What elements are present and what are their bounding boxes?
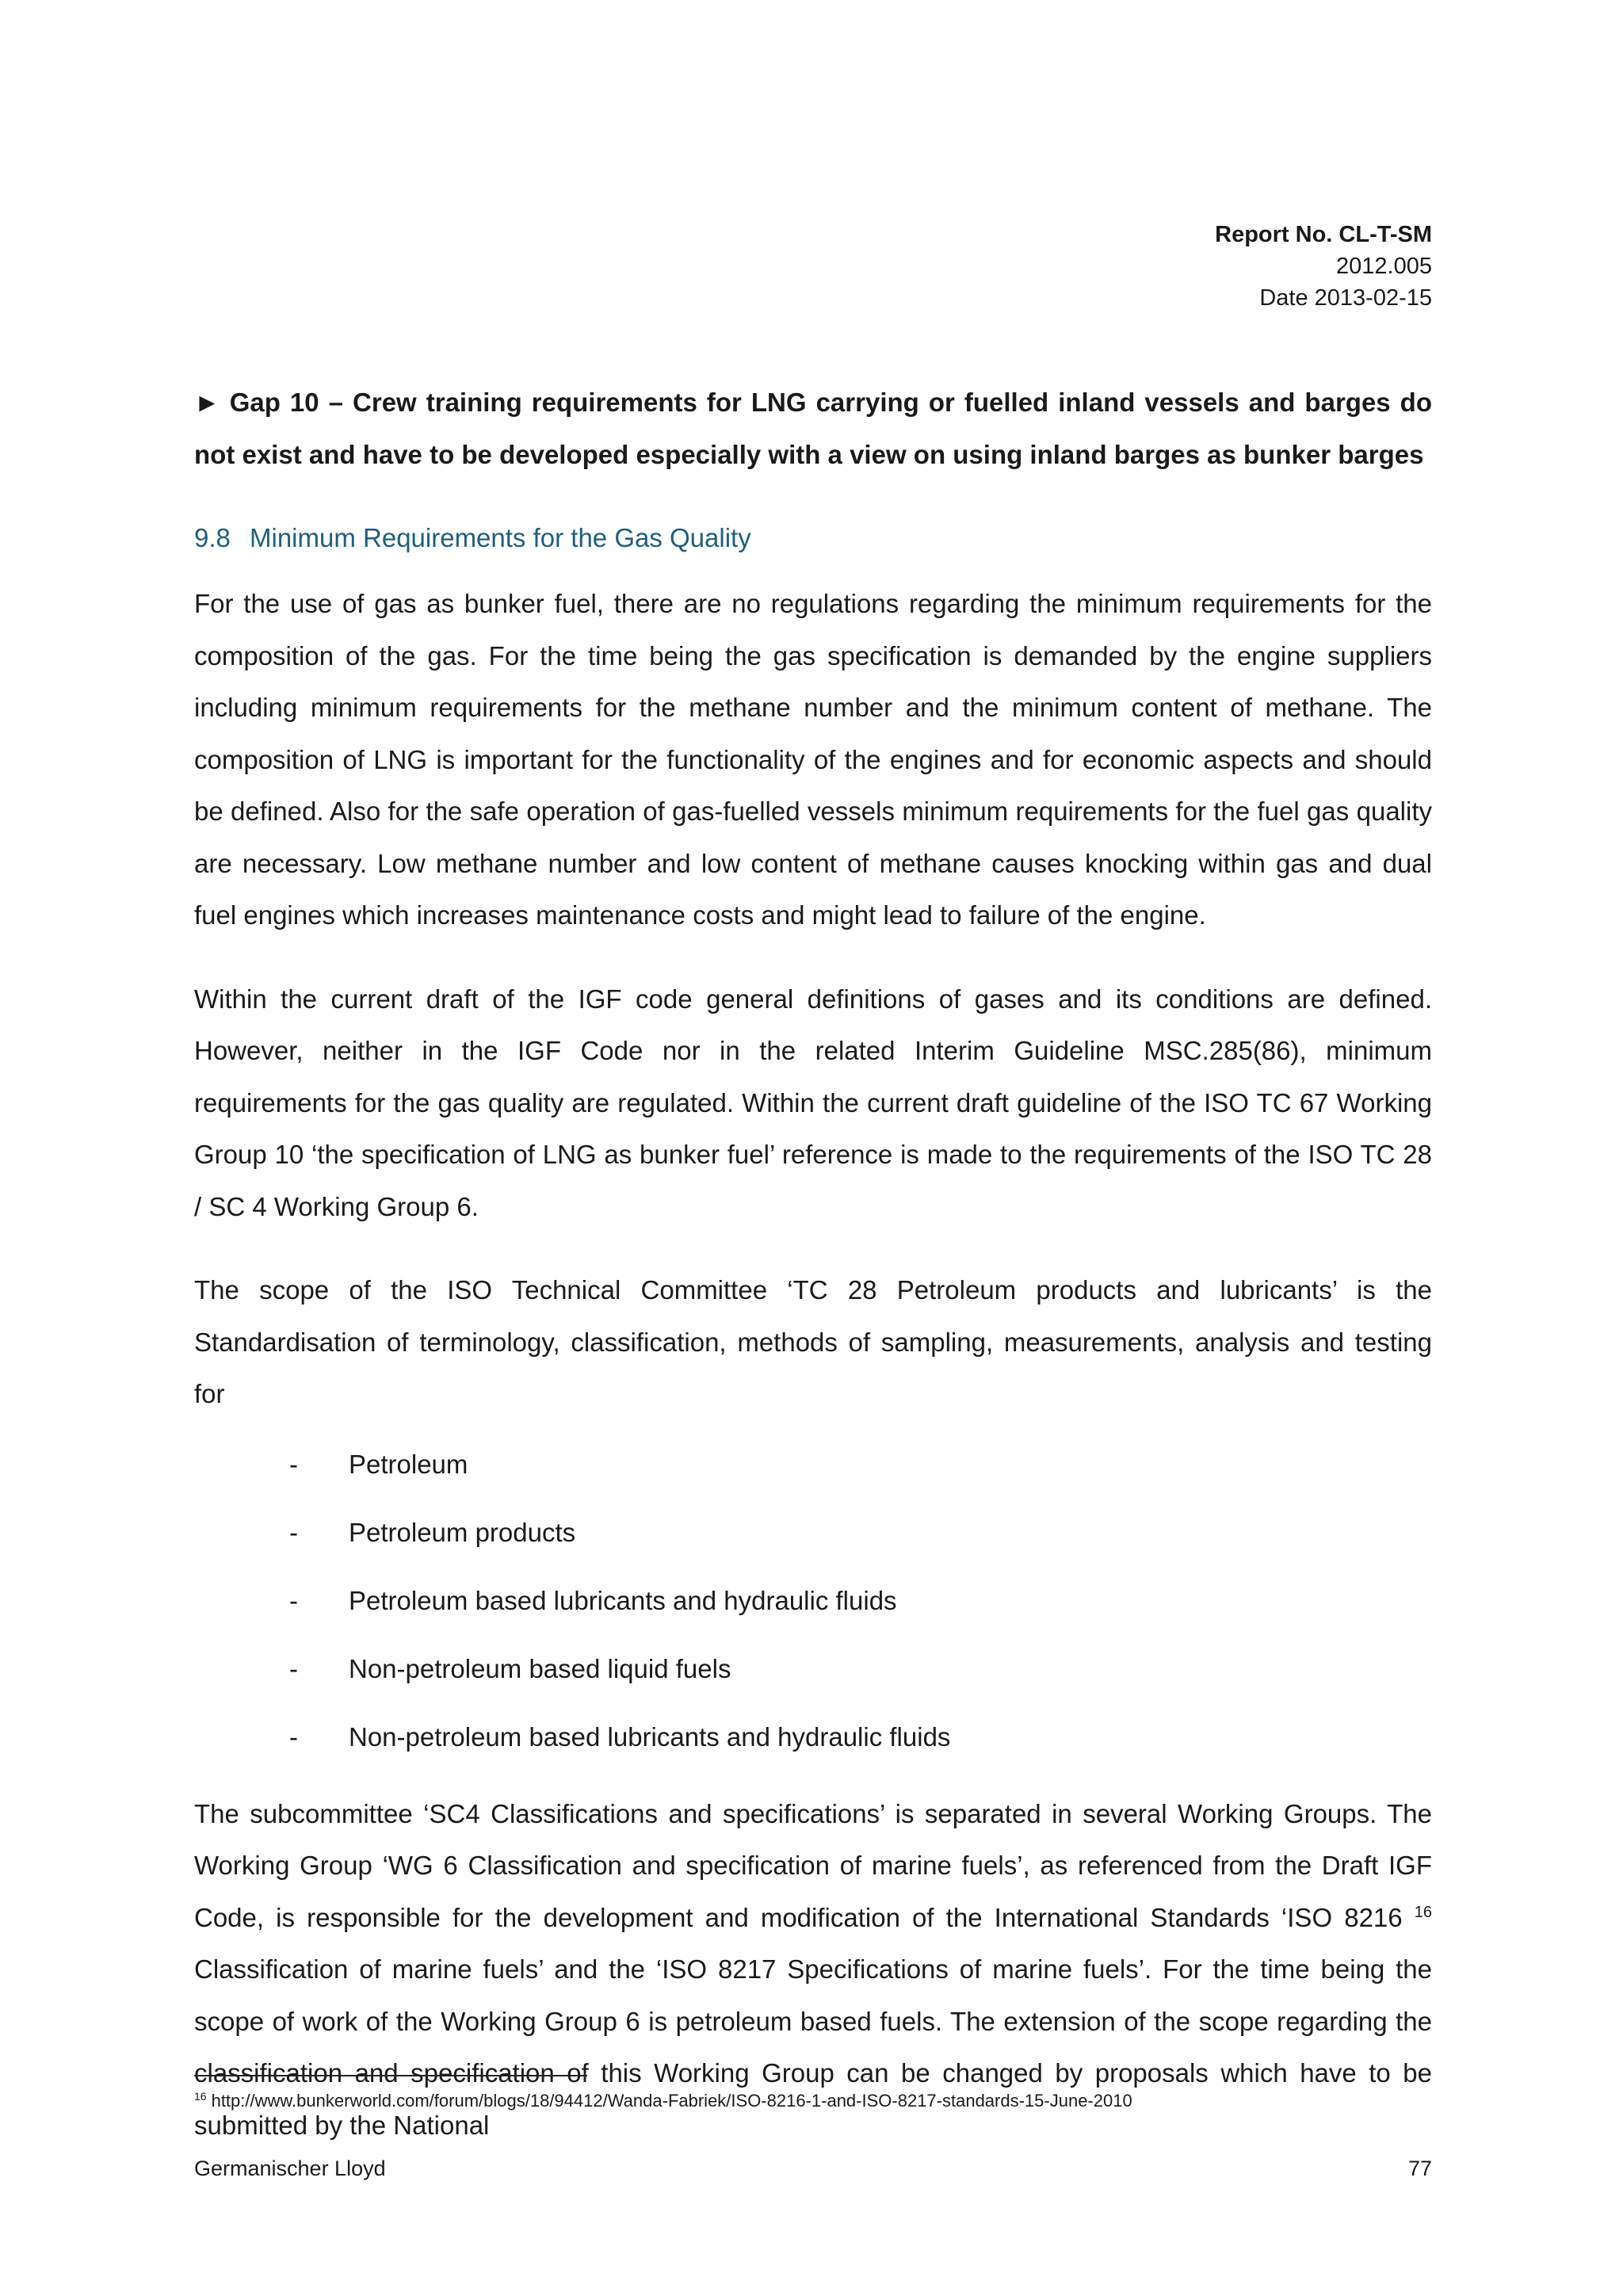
paragraph-iso-scope: The scope of the ISO Technical Committee ‘TC 28 Petroleum products and lubricants’ is the Standardisation of terminology, classification, methods of sampling, measurements, analysis and testing for bbox=[194, 1275, 1432, 1408]
footnote-reference[interactable]: 16 bbox=[1414, 1903, 1432, 1921]
list-item bbox=[194, 1720, 1432, 1755]
footer-company: Germanischer Lloyd bbox=[194, 2157, 386, 2180]
report-number: Report No. CL-T-SM bbox=[1215, 222, 1432, 247]
list-item-text: Non-petroleum based lubricants and hydraulic fluids bbox=[349, 1721, 951, 1752]
footnote bbox=[194, 2089, 1132, 2113]
section-title: Minimum Requirements for the Gas Quality bbox=[250, 523, 751, 552]
dash-bullet: - bbox=[289, 1517, 298, 1547]
list-item bbox=[194, 1447, 1432, 1482]
list-item bbox=[194, 1515, 1432, 1550]
paragraph-igf-code: Within the current draft of the IGF code general definitions of gases and its conditions are defined. However, neither in the IGF Code nor in the related Interim Guideline MSC.285(86), minimum requirements for the gas quality are regulated. Within the current draft guideline of the ISO TC 67 Working Group 10 ‘the specification of LNG as bunker fuel’ reference is made to the requirements of the ISO TC 28 / SC 4 Working Group 6. bbox=[194, 984, 1432, 1221]
dash-bullet: - bbox=[289, 1721, 298, 1752]
dash-bullet: - bbox=[289, 1449, 298, 1479]
footnote-number: 16 bbox=[194, 2089, 207, 2103]
footnote-url[interactable]: http://www.bunkerworld.com/forum/blogs/18/94412/Wanda-Fabriek/ISO-8216-1-and-ISO-8217-standards-15-June-2010 bbox=[211, 2091, 1132, 2111]
main-content bbox=[194, 376, 1432, 2151]
list-item-text: Non-petroleum based liquid fuels bbox=[349, 1653, 731, 1683]
list-item bbox=[194, 1652, 1432, 1687]
gap-statement bbox=[194, 376, 1432, 481]
report-date: Date 2013-02-15 bbox=[1259, 285, 1432, 311]
section-number: 9.8 bbox=[194, 523, 231, 552]
paragraph-subcommittee-part1: The subcommittee ‘SC4 Classifications and specifications’ is separated in several Working Groups. The Working Group ‘WG 6 Classification and specification of marine fuels’, as referenced from the Draft IGF Code, is responsible for the development and modification of the International Standards ‘ISO 8216 bbox=[194, 1798, 1432, 1932]
paragraph-gas-regulations: For the use of gas as bunker fuel, there are no regulations regarding the minimum requirements for the composition of the gas. For the time being the gas specification is demanded by the engine suppliers including minimum requirements for the methane number and the minimum content of methane. The composition of LNG is important for the functionality of the engines and for economic aspects and should be defined. Also for the safe operation of gas-fuelled vessels minimum requirements for the fuel gas quality are necessary. Low methane number and low content of methane causes knocking within gas and dual fuel engines which increases maintenance costs and might lead to failure of the engine. bbox=[194, 589, 1432, 930]
paragraph-subcommittee-part2: Classification of marine fuels’ and the ‘ISO 8217 Specifications of marine fuels’. For the time being the scope of work of the Working Group 6 is petroleum based fuels. The extension of the scope regarding the classification and specification of this Working Group can be changed by proposals which have to be submitted by the National bbox=[194, 1954, 1432, 2140]
dash-bullet: - bbox=[289, 1585, 298, 1615]
report-header bbox=[1215, 219, 1432, 314]
footnote-divider bbox=[194, 2075, 587, 2076]
list-item bbox=[194, 1584, 1432, 1618]
list-item-text: Petroleum based lubricants and hydraulic fluids bbox=[349, 1585, 897, 1615]
scope-list bbox=[194, 1447, 1432, 1755]
gap-marker-icon: ► bbox=[194, 388, 220, 417]
dash-bullet: - bbox=[289, 1653, 298, 1683]
footer-page-number: 77 bbox=[1407, 2157, 1432, 2180]
section-heading bbox=[194, 521, 1432, 556]
gap-text: Gap 10 – Crew training requirements for LNG carrying or fuelled inland vessels and barges do not exist and have to be developed especially with a view on using inland barges as bunker barges bbox=[194, 388, 1432, 469]
list-item-text: Petroleum bbox=[349, 1449, 468, 1479]
list-item-text: Petroleum products bbox=[349, 1517, 576, 1547]
report-code: 2012.005 bbox=[1336, 254, 1432, 279]
